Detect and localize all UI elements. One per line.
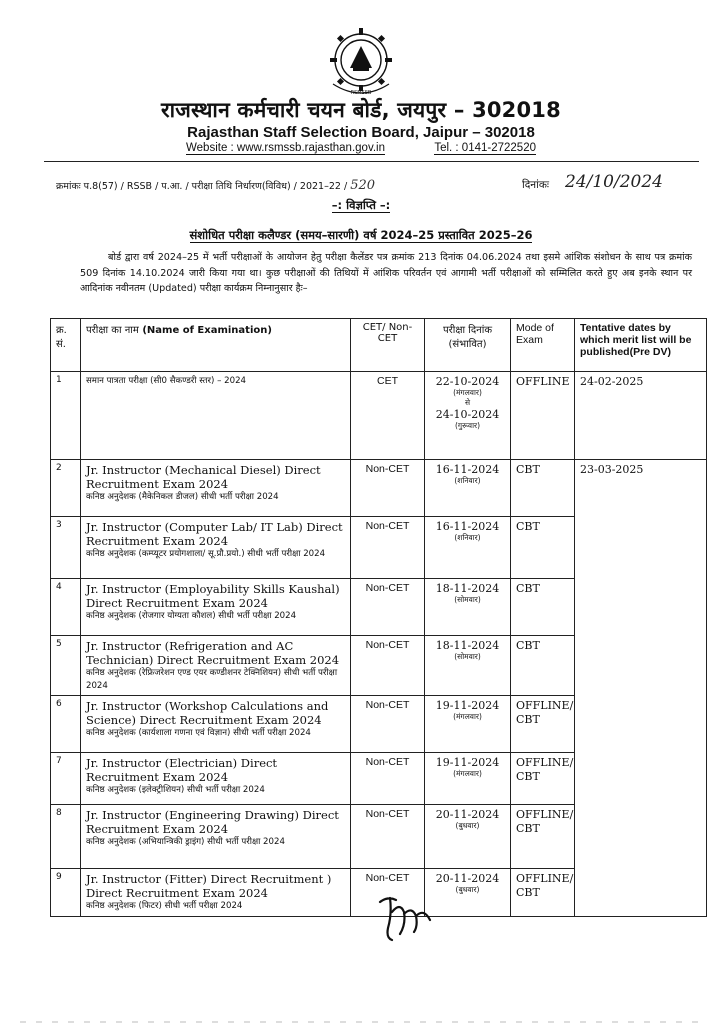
header-exam-name (81, 319, 351, 372)
cell-mode: OFFLINE/ CBT (511, 805, 575, 869)
cell-exam-date (425, 460, 511, 517)
scan-edge-artifact (0, 1008, 722, 1024)
signature-mark (378, 894, 448, 942)
cell-sno: 3 (51, 517, 81, 579)
cell-mode: OFFLINE (511, 372, 575, 460)
exam-day: (मंगलवार) (453, 388, 482, 397)
header-exam-date: परीक्षा दिनांक (संभावित) (425, 319, 511, 372)
exam-name-hindi: कनिष्ठ अनुदेशक (मैकेनिकल डीजल) सीधी भर्ती परीक्षा 2024 (86, 492, 279, 502)
cell-category: Non-CET (351, 805, 425, 869)
cell-category: Non-CET (351, 753, 425, 805)
header-category: CET/ Non-CET (351, 319, 425, 372)
exam-name-english: Jr. Instructor (Employability Skills Kaushal) Direct Recruitment Exam 2024 (86, 582, 340, 610)
cell-exam-date (425, 579, 511, 636)
exam-name-hindi: कनिष्ठ अनुदेशक (अभियान्त्रिकी ड्राइंग) सीधी भर्ती परीक्षा 2024 (86, 837, 285, 847)
cell-exam-date (425, 696, 511, 753)
exam-day: (बुधवार) (455, 885, 480, 894)
exam-date: 18-11-2024 (435, 639, 500, 652)
exam-name-english: Jr. Instructor (Computer Lab/ IT Lab) Direct Recruitment Exam 2024 (86, 520, 343, 548)
exam-name-hindi: कनिष्ठ अनुदेशक (इलेक्ट्रीशियन) सीधी भर्ती परीक्षा 2024 (86, 785, 265, 795)
cell-sno: 9 (51, 869, 81, 917)
cell-exam-name (81, 636, 351, 696)
cell-category: Non-CET (351, 460, 425, 517)
cell-sno: 1 (51, 372, 81, 460)
exam-name-english: Jr. Instructor (Mechanical Diesel) Direct Recruitment Exam 2024 (86, 463, 321, 491)
cell-exam-name (81, 517, 351, 579)
cell-exam-date (425, 372, 511, 460)
exam-name-hindi: कनिष्ठ अनुदेशक (फिटर) सीधी भर्ती परीक्षा 2024 (86, 901, 243, 911)
cell-exam-date (425, 805, 511, 869)
notice-heading-text: –: विज्ञप्ति –: (331, 198, 391, 212)
cell-exam-name (81, 869, 351, 917)
board-title-english: Rajasthan Staff Selection Board, Jaipur – 302018 (187, 124, 535, 141)
exam-day: (शनिवार) (454, 476, 481, 485)
exam-name-english: Jr. Instructor (Workshop Calculations and Science) Direct Recruitment Exam 2024 (86, 699, 329, 727)
cell-exam-name (81, 579, 351, 636)
date-value: 24/10/2024 (565, 172, 663, 192)
cell-category: Non-CET (351, 579, 425, 636)
cell-mode: CBT (511, 460, 575, 517)
reference-prefix: क्रमांकः प.8(57) / RSSB / प.आ. / परीक्षा तिथि निर्धारण(विविध) / 2021–22 / (56, 181, 348, 192)
exam-date: 19-11-2024 (435, 756, 500, 769)
intro-paragraph: बोर्ड द्वारा वर्ष 2024–25 में भर्ती परीक्षाओं के आयोजन हेतु परीक्षा कैलेंडर पत्र क्रमांक 213 दिनांक 04.06.2024 तथा इसमे आंशिक संशोधन के साथ पत्र क्रमांक 509 दिनांक 14.10.2024 जारी किया गया था। कुछ परीक्षाओं की तिथियों में आंशिक परिवर्तन एवं आगामी भर्ती परीक्षाओं को सम्मिलित करते हुए अब इनके स्थान पर आदिनांक नवीनतम (Updated) परीक्षा कार्यक्रम निम्नानुसार हैः– (80, 252, 692, 294)
exam-day: (मंगलवार) (453, 769, 482, 778)
exam-name-english: Jr. Instructor (Electrician) Direct Recruitment Exam 2024 (86, 756, 278, 784)
cell-exam-date (425, 753, 511, 805)
exam-name-english: Jr. Instructor (Fitter) Direct Recruitment ) Direct Recruitment Exam 2024 (86, 872, 332, 900)
header-sno: क्र. सं. (51, 319, 81, 372)
exam-name-hindi: कनिष्ठ अनुदेशक (रेफ्रिजरेशन एण्ड एयर कण्डीशनर टेक्निशियन) सीधी भर्ती परीक्षा 2024 (86, 668, 338, 691)
exam-day: (शनिवार) (454, 533, 481, 542)
cell-category: Non-CET (351, 636, 425, 696)
exam-date: 20-11-2024 (435, 872, 500, 885)
exam-name-hindi: कनिष्ठ अनुदेशक (रोजगार योग्यता कौशल) सीधी भर्ती परीक्षा 2024 (86, 611, 297, 621)
cell-mode: CBT (511, 517, 575, 579)
exam-date: 16-11-2024 (435, 463, 500, 476)
header-exam-name-hindi: परीक्षा का नाम (86, 325, 139, 336)
cell-mode: OFFLINE/ CBT (511, 696, 575, 753)
cell-category: Non-CET (351, 696, 425, 753)
exam-date-end: 24-10-2024 (435, 408, 500, 421)
exam-date: 16-11-2024 (435, 520, 500, 533)
header-merit-date: Tentative dates by which merit list will be published(Pre DV) (575, 319, 707, 372)
exam-date: 18-11-2024 (435, 582, 500, 595)
table-row (51, 372, 707, 460)
exam-day: (बुधवार) (455, 821, 480, 830)
cell-sno: 7 (51, 753, 81, 805)
table-header-row (51, 319, 707, 372)
exam-name-hindi: कनिष्ठ अनुदेशक (कम्प्यूटर प्रयोगशाला/ सू.प्रौ.प्रयो.) सीधी भर्ती परीक्षा 2024 (86, 549, 326, 559)
exam-day: (मंगलवार) (453, 712, 482, 721)
header-exam-name-english: (Name of Examination) (142, 325, 272, 336)
subject-text: संशोधित परीक्षा कलैण्डर (समय–सारणी) वर्ष 2024–25 प्रस्तावित 2025–26 (189, 228, 533, 242)
cell-exam-name (81, 805, 351, 869)
exam-date: 22-10-2024 (435, 375, 500, 388)
svg-text:RSMSSB: RSMSSB (350, 90, 372, 96)
exam-date: 19-11-2024 (435, 699, 500, 712)
cell-category: Non-CET (351, 869, 425, 917)
cell-mode: OFFLINE/ CBT (511, 753, 575, 805)
cell-exam-name (81, 372, 351, 460)
cell-category: Non-CET (351, 517, 425, 579)
exam-date: 20-11-2024 (435, 808, 500, 821)
reference-line (56, 178, 375, 193)
exam-name-english: Jr. Instructor (Engineering Drawing) Direct Recruitment Exam 2024 (86, 808, 339, 836)
cell-exam-date (425, 636, 511, 696)
date-label: दिनांकः (522, 179, 550, 191)
cell-mode: CBT (511, 636, 575, 696)
exam-name-english: Jr. Instructor (Refrigeration and AC Technician) Direct Recruitment Exam 2024 (86, 639, 340, 667)
board-title-hindi: राजस्थान कर्मचारी चयन बोर्ड, जयपुर – 302018 (161, 98, 561, 122)
reference-number: 520 (350, 178, 376, 193)
cell-exam-name (81, 753, 351, 805)
exam-name-hindi: समान पात्रता परीक्षा (सी0 सैकण्डरी स्तर) – 2024 (86, 376, 247, 386)
cell-exam-name (81, 460, 351, 517)
cell-sno: 6 (51, 696, 81, 753)
exam-name-hindi: कनिष्ठ अनुदेशक (कार्यशाला गणना एवं विज्ञान) सीधी भर्ती परीक्षा 2024 (86, 728, 311, 738)
notice-heading (0, 198, 722, 213)
exam-schedule-table (50, 318, 707, 917)
telephone-number: Tel. : 0141-2722520 (434, 142, 536, 154)
cell-sno: 2 (51, 460, 81, 517)
exam-day: (सोमवार) (454, 595, 481, 604)
cell-merit-date: 24-02-2025 (575, 372, 707, 460)
table-row (51, 460, 707, 517)
exam-day-end: (गुरूवार) (454, 421, 481, 430)
header-mode: Mode of Exam (511, 319, 575, 372)
contact-line (186, 140, 536, 156)
date-range-separator: से (464, 398, 471, 407)
cell-mode: OFFLINE/ CBT (511, 869, 575, 917)
header-divider (44, 161, 699, 162)
cell-exam-date (425, 517, 511, 579)
website-link[interactable]: Website : www.rsmssb.rajasthan.gov.in (186, 142, 385, 154)
subject-line (0, 228, 722, 243)
cell-mode: CBT (511, 579, 575, 636)
cell-sno: 8 (51, 805, 81, 869)
cell-category: CET (351, 372, 425, 460)
cell-sno: 4 (51, 579, 81, 636)
cell-sno: 5 (51, 636, 81, 696)
board-emblem-logo (323, 24, 399, 100)
cell-exam-name (81, 696, 351, 753)
cell-merit-date: 23-03-2025 (575, 460, 707, 917)
exam-day: (सोमवार) (454, 652, 481, 661)
